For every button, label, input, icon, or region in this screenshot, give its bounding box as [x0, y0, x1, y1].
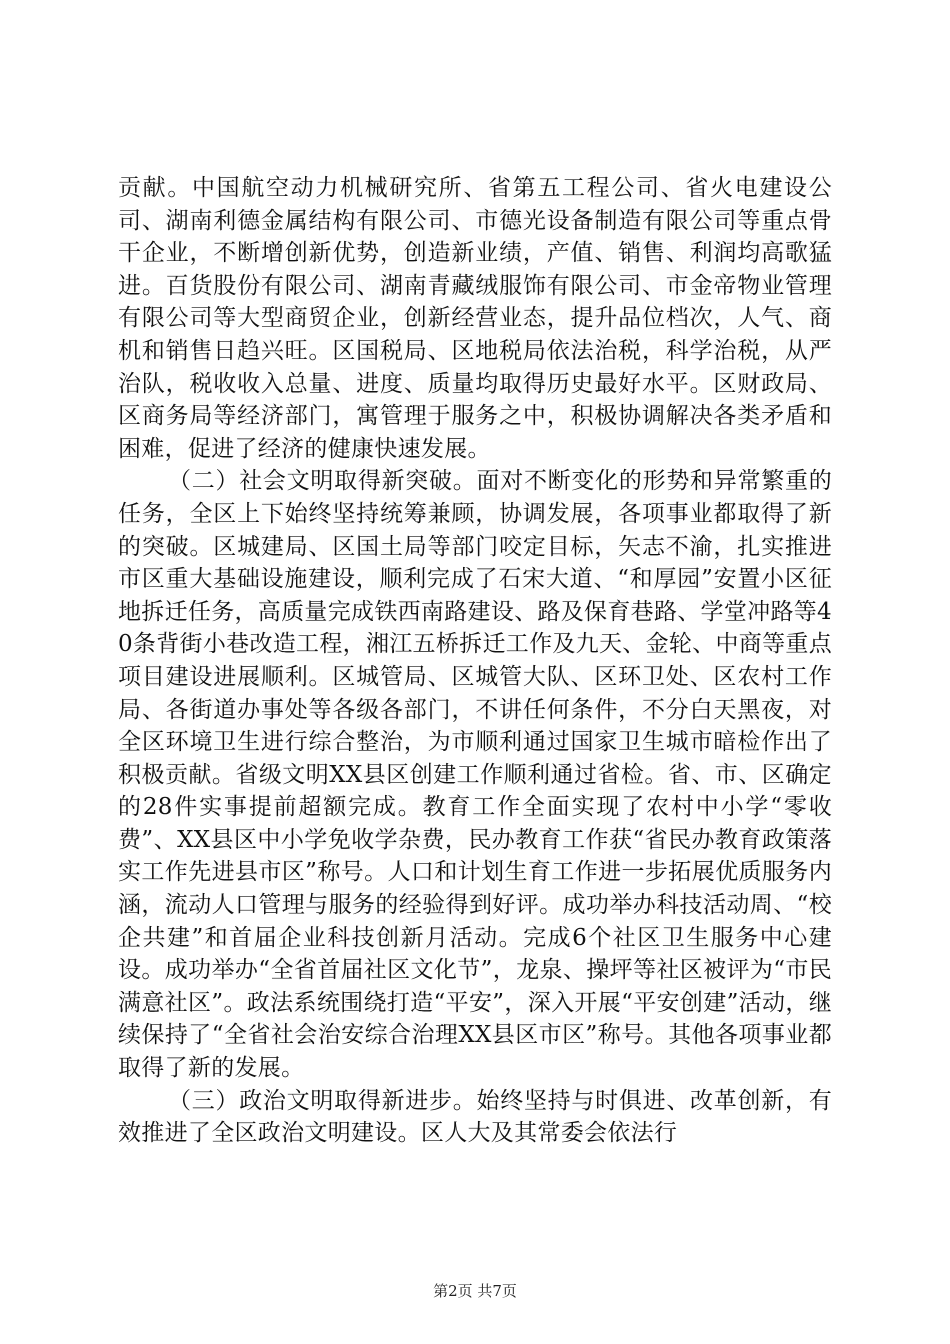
paragraph-economy: 贡献。中国航空动力机械研究所、省第五工程公司、省火电建设公司、湖南利德金属结构有限公司、市德光设备制造有限公司等重点骨干企业，不断增创新优势，创造新业绩，产值、销售、利润均高歌猛进。百货股份有限公司、湖南青藏绒服饰有限公司、市金帝物业管理有限公司等大型商贸企业，创新经营业态，提升品位档次，人气、商机和销售日趋兴旺。区国税局、区地税局依法治税，科学治税，从严治队，税收收入总量、进度、质量均取得历史最好水平。区财政局、区商务局等经济部门，寓管理于服务之中，积极协调解决各类矛盾和困难，促进了经济的健康快速发展。	[118, 175, 832, 462]
paragraph-social-civilization: （二）社会文明取得新突破。面对不断变化的形势和异常繁重的任务，全区上下始终坚持统筹兼顾，协调发展，各项事业都取得了新的突破。区城建局、区国土局等部门咬定目标，矢志不渝，扎实推进市区重大基础设施建设，顺利完成了石宋大道、“和厚园”安置小区征地拆迁任务，高质量完成铁西南路建设、路及保育巷路、学堂冲路等40条背街小巷改造工程，湘江五桥拆迁工作及九天、金轮、中商等重点项目建设进展顺利。区城管局、区城管大队、区环卫处、区农村工作局、各街道办事处等各级各部门，不讲任何条件，不分白天黑夜，对全区环境卫生进行综合整治，为市顺利通过国家卫生城市暗检作出了积极贡献。省级文明XX县区创建工作顺利通过省检。省、市、区确定的28件实事提前超额完成。教育工作全面实现了农村中小学“零收费”、XX县区中小学免收学杂费，民办教育工作获“省民办教育政策落实工作先进县市区”称号。人口和计划生育工作进一步拓展优质服务内涵，流动人口管理与服务的经验得到好评。成功举办科技活动周、“校企共建”和首届企业科技创新月活动。完成6个社区卫生服务中心建设。成功举办“全省首届社区文化节”，龙泉、操坪等社区被评为“市民满意社区”。政法系统围绕打造“平安”，深入开展“平安创建”活动，继续保持了“全省社会治安综合治理XX县区市区”称号。其他各项事业都取得了新的发展。	[118, 468, 832, 1082]
page-number-footer: 第2页 共7页	[433, 1282, 517, 1300]
document-body	[118, 172, 832, 1150]
paragraph-political-civilization: （三）政治文明取得新进步。始终坚持与时俱进、改革创新，有效推进了全区政治文明建设。区人大及其常委会依法行	[118, 1087, 832, 1147]
